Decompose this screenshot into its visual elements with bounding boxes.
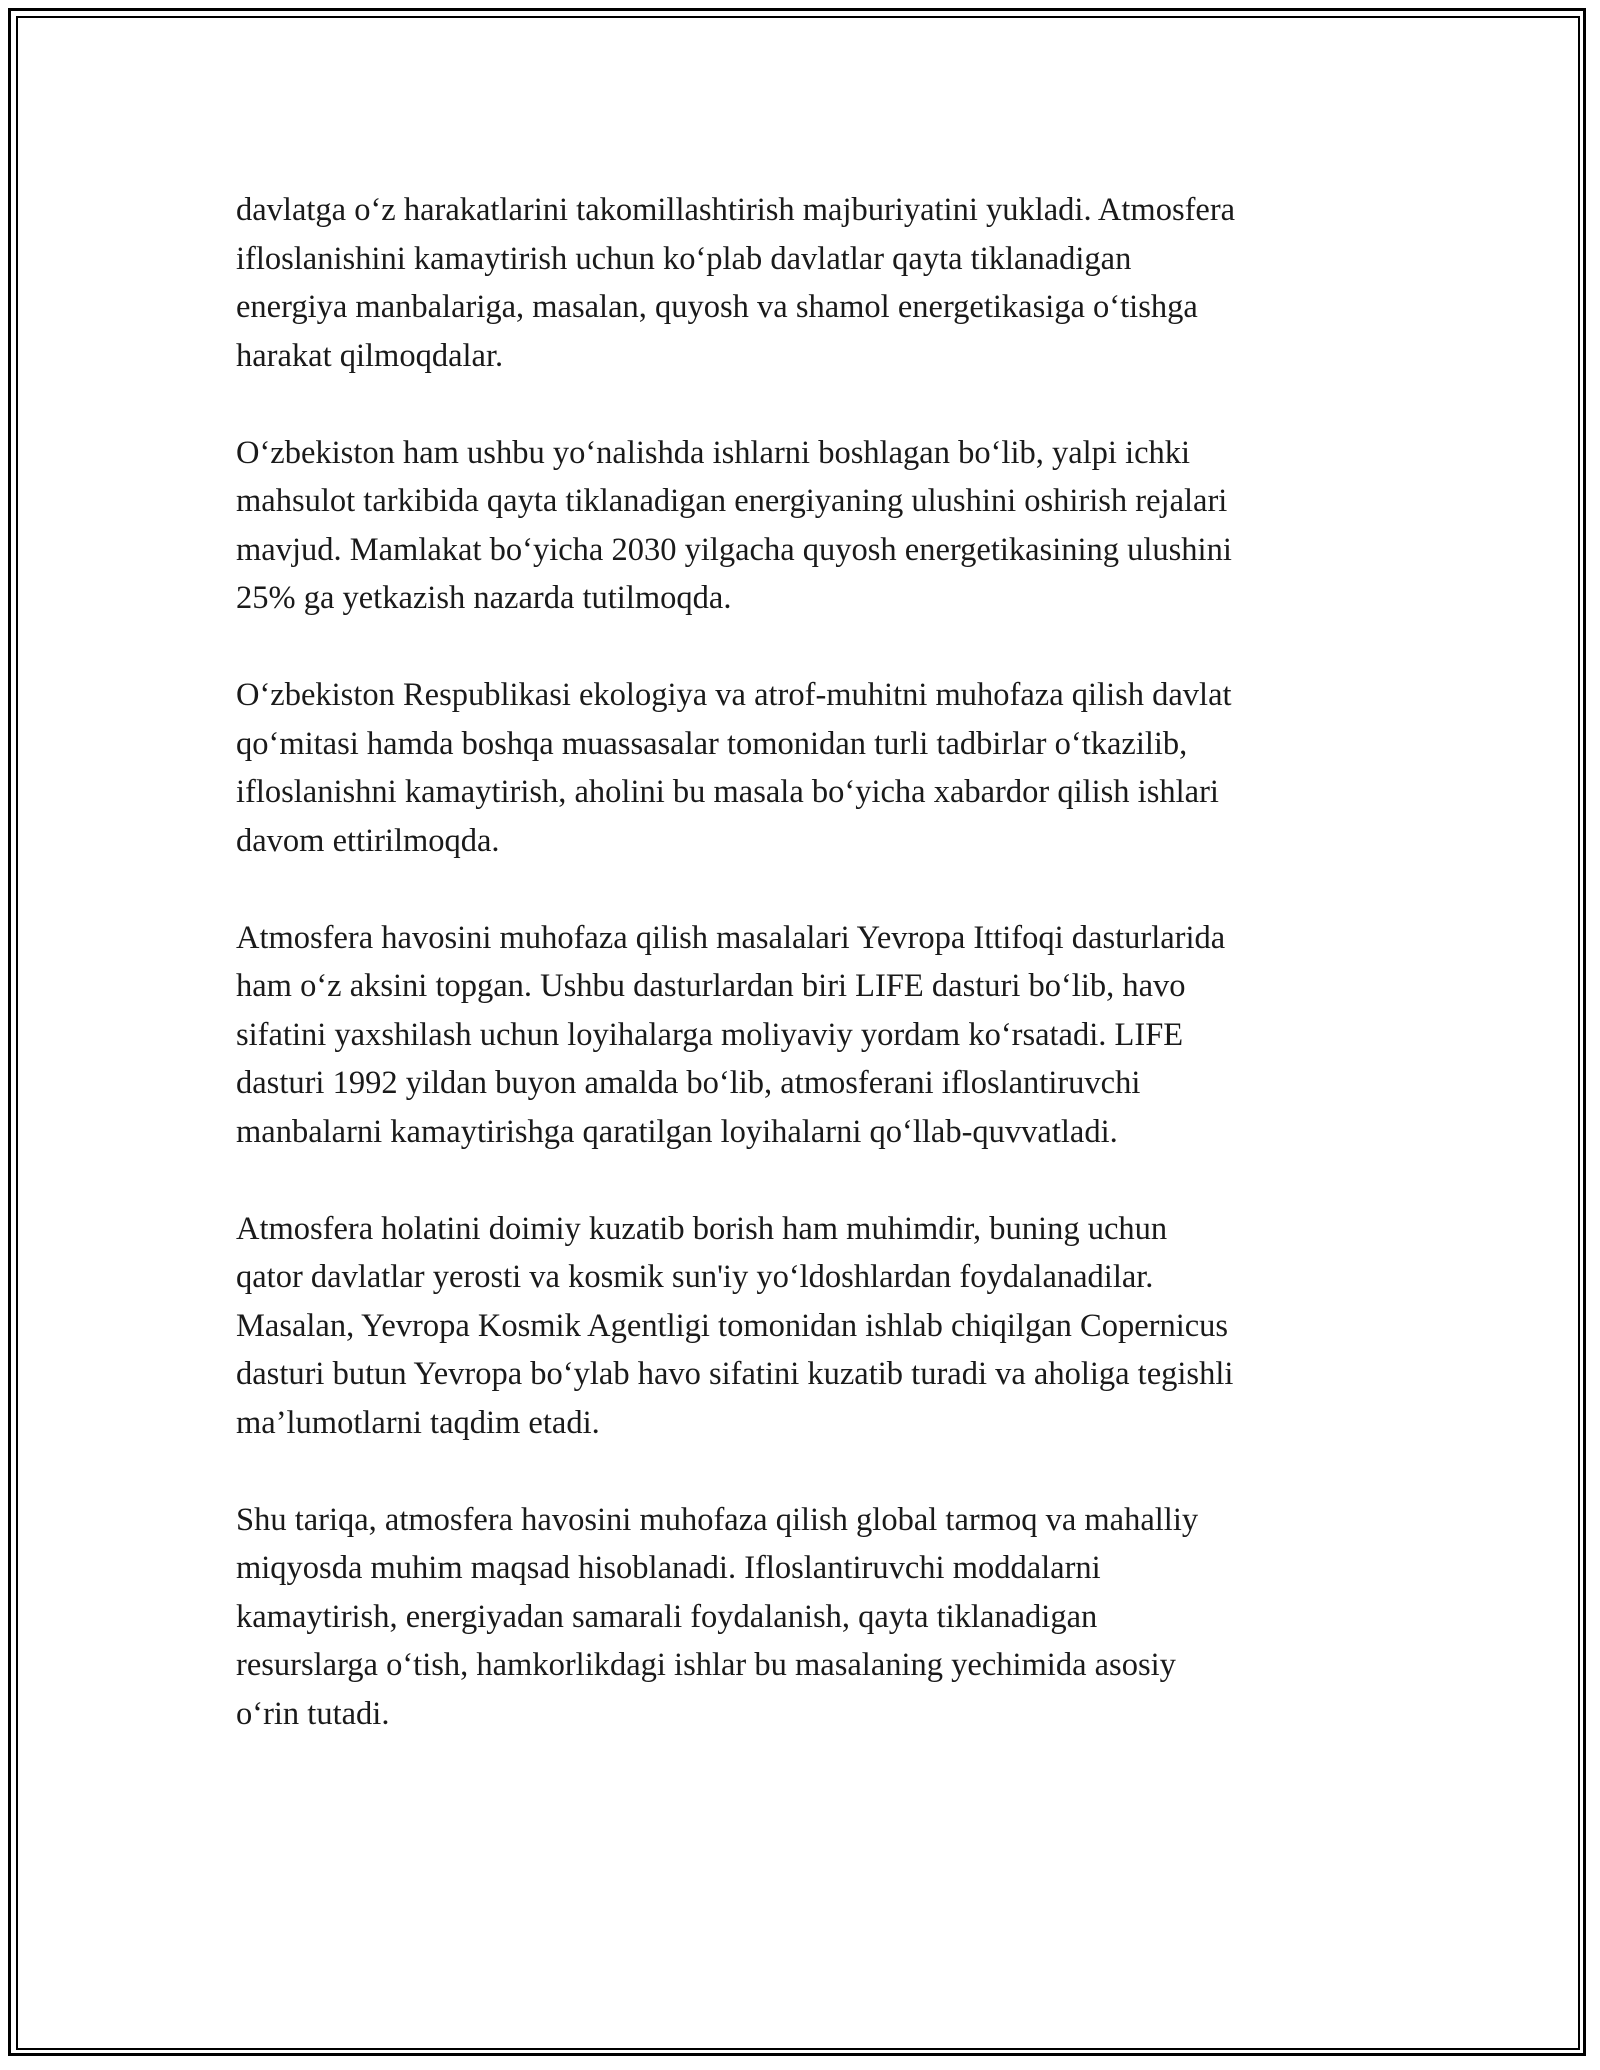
text-line: energiya manbalariga, masalan, quyosh va shamol energetikasiga o‘tishga (236, 289, 1198, 325)
paragraph-2 (236, 429, 1376, 623)
text-line: sifatini yaxshilash uchun loyihalarga moliyaviy yordam ko‘rsatadi. LIFE (236, 1016, 1184, 1053)
paragraph-1 (236, 186, 1376, 380)
text-line: 25% ga yetkazish nazarda tutilmoqda. (236, 580, 732, 616)
text-line: Shu tariqa, atmosfera havosini muhofaza qilish global tarmoq va mahalliy (236, 1501, 1199, 1538)
text-line: ham o‘z aksini topgan. Ushbu dasturlardan biri LIFE dasturi bo‘lib, havo (236, 968, 1186, 1004)
paragraph-4 (236, 914, 1376, 1157)
text-line: mahsulot tarkibida qayta tiklanadigan energiyaning ulushini oshirish rejalari (236, 483, 1228, 519)
text-line: O‘zbekiston Respublikasi ekologiya va atrof-muhitni muhofaza qilish davlat (236, 677, 1232, 713)
text-line: ma’lumotlarni taqdim etadi. (236, 1404, 600, 1441)
text-line: qo‘mitasi hamda boshqa muassasalar tomonidan turli tadbirlar o‘tkazilib, (236, 725, 1188, 762)
text-line: o‘rin tutadi. (236, 1695, 390, 1732)
document-body (236, 186, 1376, 1787)
text-line: miqyosda muhim maqsad hisoblanadi. Ifloslantiruvchi moddalarni (236, 1550, 1101, 1586)
text-line: manbalarni kamaytirishga qaratilgan loyihalarni qo‘llab-quvvatladi. (236, 1113, 1118, 1150)
text-line: davom ettirilmoqda. (236, 822, 500, 859)
text-line: ifloslanishini kamaytirish uchun ko‘plab davlatlar qayta tiklanadigan (236, 240, 1132, 277)
text-line: Atmosfera havosini muhofaza qilish masalalari Yevropa Ittifoqi dasturlarida (236, 919, 1226, 956)
text-line: harakat qilmoqdalar. (236, 337, 504, 374)
text-line: Masalan, Yevropa Kosmik Agentligi tomonidan ishlab chiqilgan Copernicus (236, 1307, 1229, 1344)
text-line: dasturi butun Yevropa bo‘ylab havo sifatini kuzatib turadi va aholiga tegishli (236, 1356, 1234, 1392)
text-line: Atmosfera holatini doimiy kuzatib borish ham muhimdir, buning uchun (236, 1210, 1168, 1247)
text-line: qator davlatlar yerosti va kosmik sun'iy yo‘ldoshlardan foydalanadilar. (236, 1259, 1154, 1295)
text-line: davlatga o‘z harakatlarini takomillashtirish majburiyatini yukladi. Atmosfera (236, 192, 1236, 228)
text-line: dasturi 1992 yildan buyon amalda bo‘lib, atmosferani ifloslantiruvchi (236, 1065, 1141, 1101)
text-line: O‘zbekiston ham ushbu yo‘nalishda ishlarni boshlagan bo‘lib, yalpi ichki (236, 434, 1191, 471)
text-line: ifloslanishni kamaytirish, aholini bu masala bo‘yicha xabardor qilish ishlari (236, 774, 1219, 810)
text-line: mavjud. Mamlakat bo‘yicha 2030 yilgacha quyosh energetikasining ulushini (236, 531, 1232, 568)
text-line: resurslarga o‘tish, hamkorlikdagi ishlar bu masalaning yechimida asosiy (236, 1647, 1176, 1683)
text-line: kamaytirish, energiyadan samarali foydalanish, qayta tiklanadigan (236, 1598, 1098, 1635)
paragraph-3 (236, 671, 1376, 865)
paragraph-6 (236, 1496, 1376, 1739)
paragraph-5 (236, 1205, 1376, 1448)
